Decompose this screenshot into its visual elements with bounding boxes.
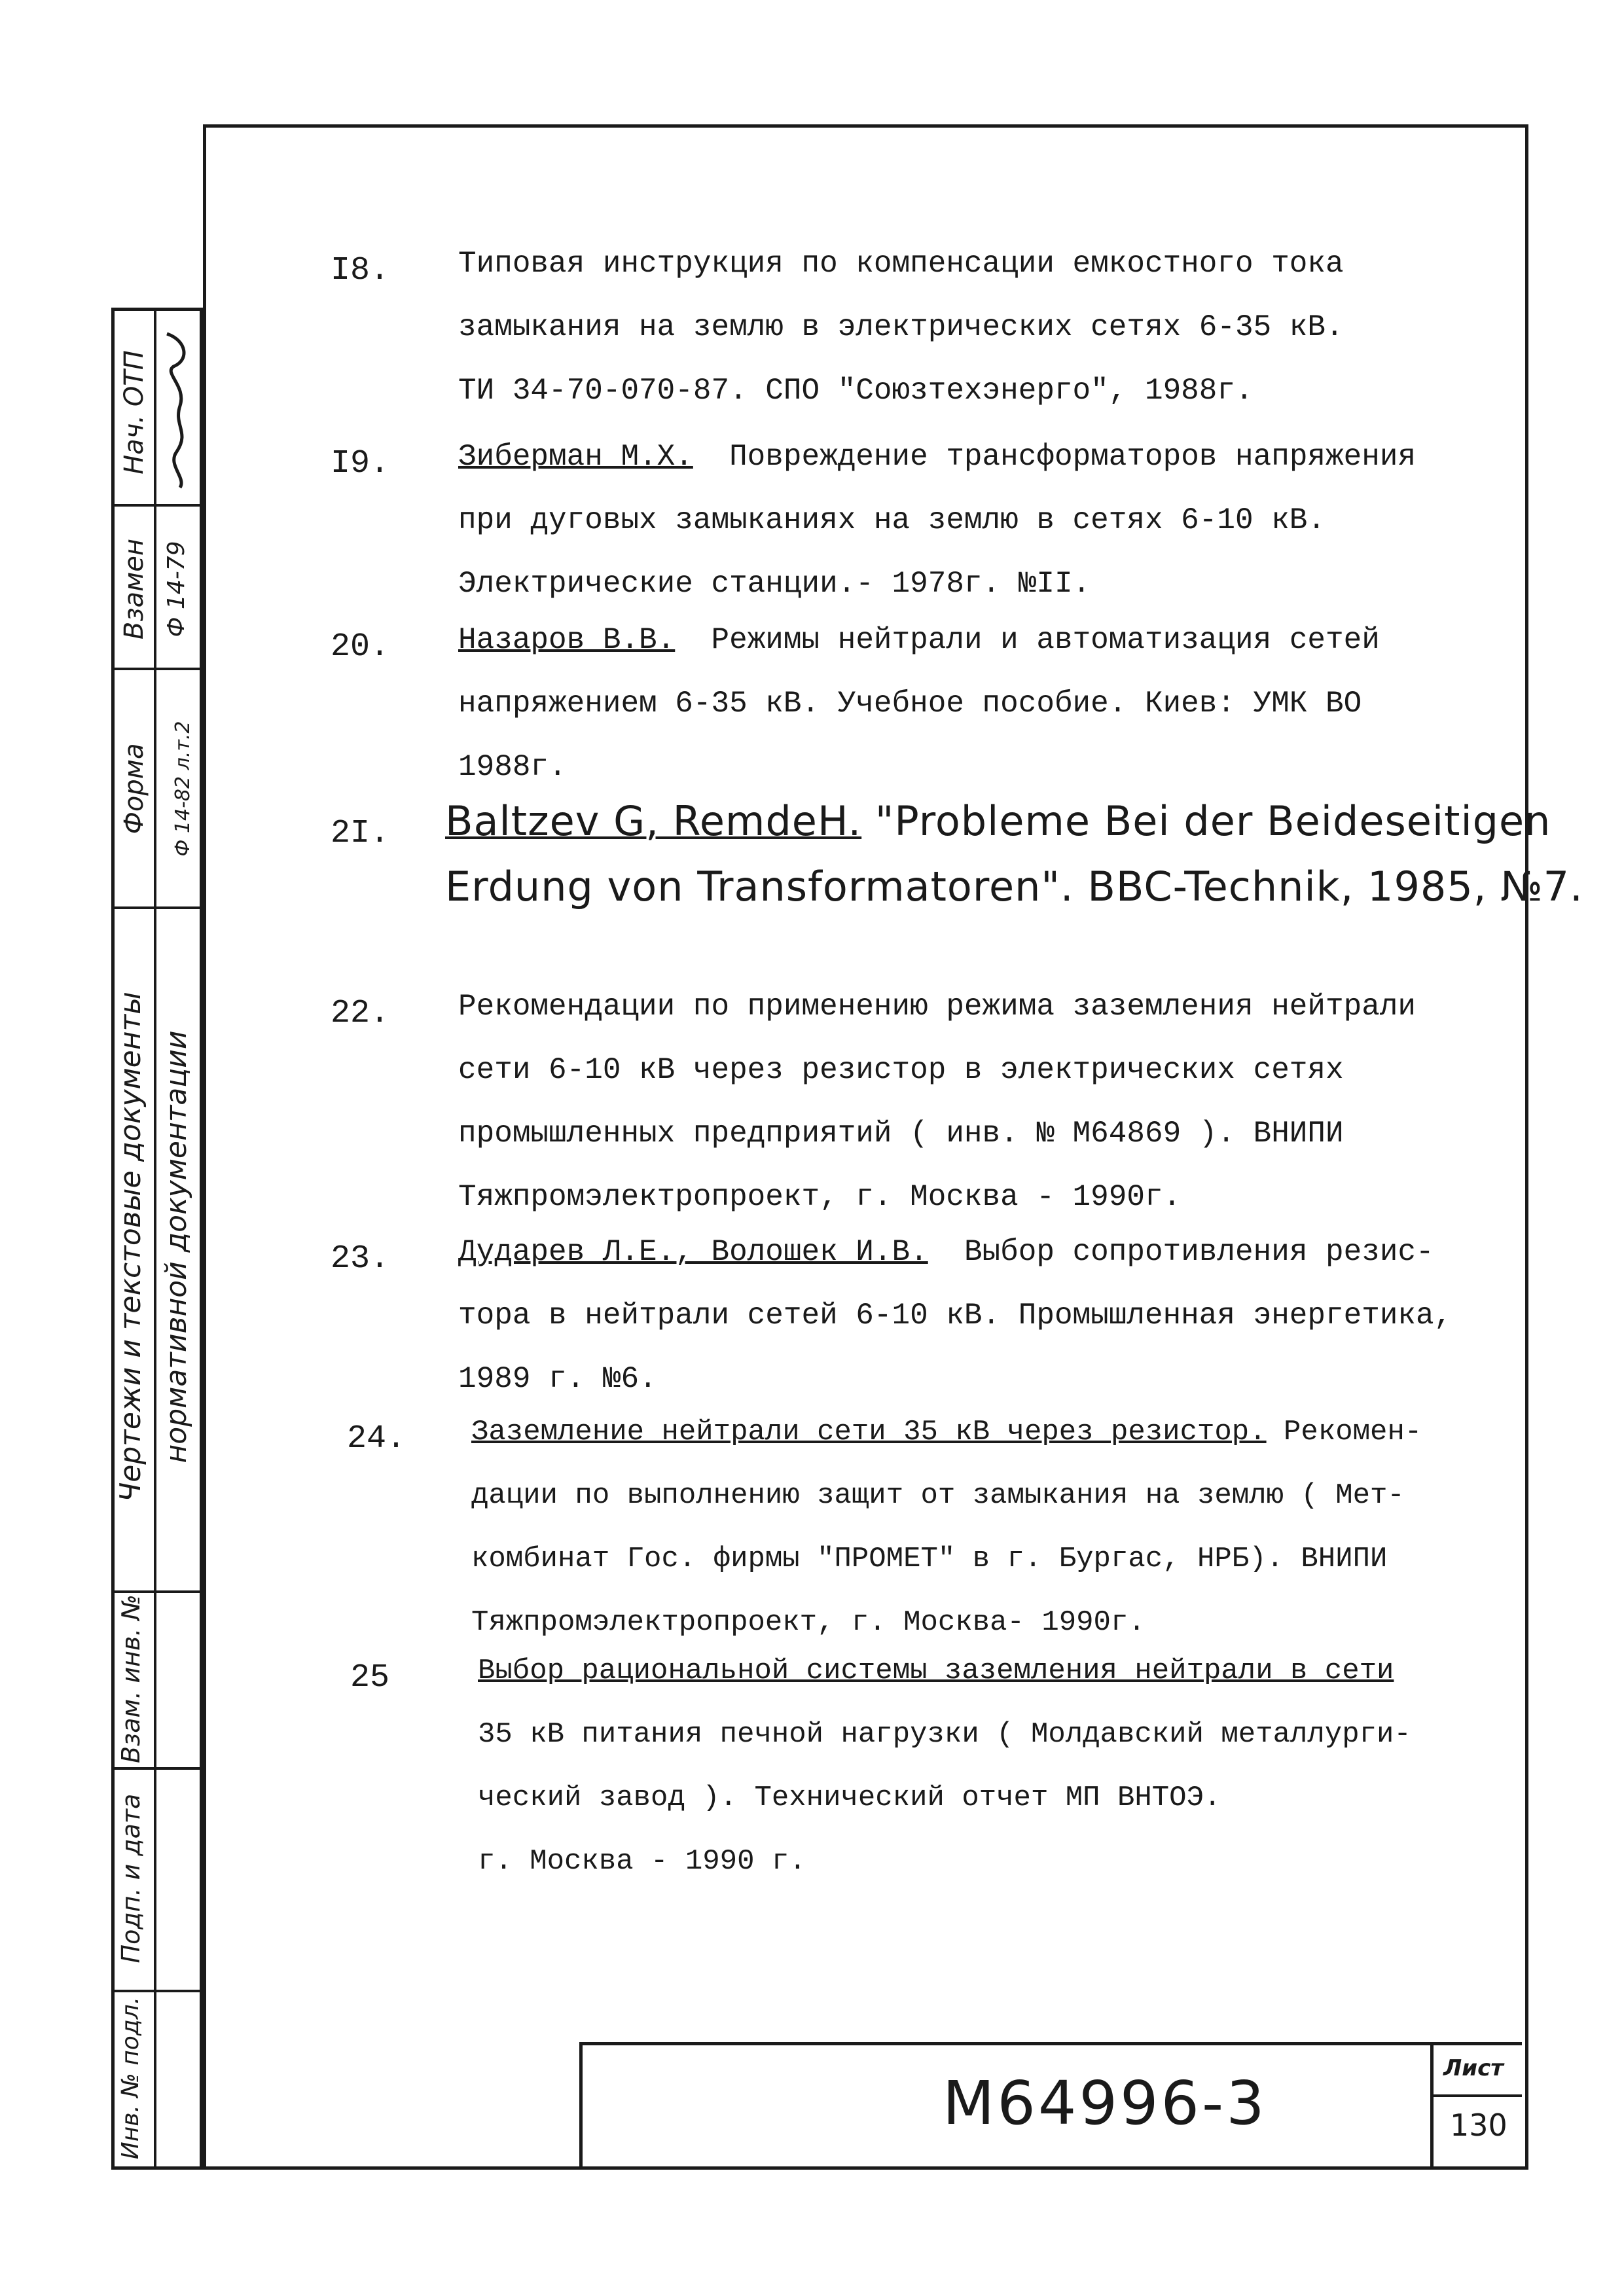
- margin-divider-5: [111, 1767, 200, 1770]
- stamp-inv-podl: Инв. № подл.: [117, 1996, 144, 2160]
- ref-line: 1988г.: [458, 750, 567, 784]
- ref-line: ТИ 34-70-070-87. СПО "Союзтехэнерго", 1988г.: [458, 374, 1254, 408]
- ref-author: Дударев Л.Е., Волошек И.В.: [458, 1235, 928, 1269]
- ref-25-num: 25: [350, 1659, 390, 1696]
- ref-line: Выбор сопротивления резис-: [964, 1235, 1434, 1269]
- document-code: М64996-3: [943, 2068, 1267, 2138]
- margin-divider-2: [111, 668, 200, 670]
- margin-divider-4: [111, 1590, 200, 1593]
- ref-24-text: [471, 1401, 1422, 1655]
- ref-line: г. Москва - 1990 г.: [478, 1845, 806, 1878]
- ref-line: тора в нейтрали сетей 6-10 кВ. Промышленная энергетика,: [458, 1299, 1453, 1333]
- ref-line: Электрические станции.- 1978г. №II.: [458, 567, 1091, 601]
- ref-21-num: 2I.: [331, 815, 390, 852]
- sheet-number: 130: [1450, 2108, 1507, 2143]
- ref-author: Назаров В.В.: [458, 623, 676, 657]
- ref-line: "Probleme Bei der Beideseitigen: [875, 797, 1551, 845]
- stamp-forma: Форма: [119, 743, 149, 834]
- ref-19-text: [458, 425, 1416, 616]
- ref-line: Рекомен-: [1284, 1416, 1422, 1448]
- ref-18-num: I8.: [331, 252, 390, 289]
- ref-18-text: [458, 232, 1344, 423]
- ref-line: Тяжпромэлектропроект, г. Москва - 1990г.: [458, 1180, 1182, 1214]
- ref-24-num: 24.: [347, 1420, 406, 1458]
- ref-author: Baltzev G, RemdeH.: [445, 797, 862, 845]
- ref-line: 35 кВ питания печной нагрузки ( Молдавский металлурги-: [478, 1718, 1411, 1751]
- ref-author: Заземление нейтрали сети 35 кВ через резистор.: [471, 1416, 1267, 1448]
- ref-25-text: [478, 1640, 1411, 1893]
- ref-20-num: 20.: [331, 628, 390, 666]
- ref-line: комбинат Гос. фирмы "ПРОМЕТ" в г. Бургас, НРБ). ВНИПИ: [471, 1543, 1388, 1575]
- ref-line: замыкания на землю в электрических сетях 6-35 кВ.: [458, 310, 1344, 344]
- sheet-label: Лист: [1443, 2055, 1504, 2081]
- ref-author: Выбор рациональной системы заземления нейтрали в сети: [478, 1655, 1394, 1687]
- stamp-docs-title-1: Чертежи и текстовые документы: [114, 992, 147, 1502]
- title-block-sheet-hline: [1430, 2094, 1522, 2097]
- ref-23-text: [458, 1221, 1452, 1411]
- margin-divider-3: [111, 906, 200, 909]
- title-block-left: [579, 2042, 583, 2166]
- ref-line: 1989 г. №6.: [458, 1362, 657, 1396]
- stamp-vzam-inv: Взам. инв. №: [117, 1594, 145, 1764]
- stamp-f14-79: Ф 14-79: [163, 541, 190, 637]
- ref-line: дации по выполнению защит от замыкания на землю ( Мет-: [471, 1479, 1405, 1512]
- ref-line: ческий завод ). Технический отчет МП ВНТОЭ.: [478, 1782, 1221, 1814]
- ref-21-text: [445, 789, 1583, 920]
- stamp-f14-82: Ф 14-82 л.т.2: [171, 721, 194, 857]
- ref-line: Повреждение трансформаторов напряжения: [729, 440, 1416, 474]
- ref-author: Зиберман М.Х.: [458, 440, 693, 474]
- stamp-docs-title-2: нормативной документации: [160, 1030, 193, 1463]
- ref-line: Тяжпромэлектропроект, г. Москва- 1990г.: [471, 1606, 1146, 1639]
- ref-23-num: 23.: [331, 1240, 390, 1278]
- ref-line: Режимы нейтрали и автоматизация сетей: [711, 623, 1380, 657]
- ref-line: напряжением 6-35 кВ. Учебное пособие. Киев: УМК ВО: [458, 687, 1362, 721]
- ref-22-num: 22.: [331, 995, 390, 1032]
- title-block-top: [579, 2042, 1522, 2045]
- title-block-sheet-divider: [1430, 2042, 1434, 2166]
- ref-line: Erdung von Transformatoren". BBC-Technik, 1985, №7.: [445, 863, 1583, 910]
- ref-line: Типовая инструкция по компенсации емкостного тока: [458, 247, 1344, 281]
- ref-19-num: I9.: [331, 445, 390, 482]
- ref-line: сети 6-10 кВ через резистор в электрических сетях: [458, 1053, 1344, 1087]
- margin-divider-vertical: [154, 308, 156, 2166]
- stamp-podp-data: Подп. и дата: [117, 1793, 145, 1964]
- stamp-nach-otp: Нач. ОТП: [119, 350, 149, 475]
- stamp-vzamen: Взамен: [119, 538, 149, 640]
- ref-line: Рекомендации по применению режима заземления нейтрали: [458, 990, 1416, 1024]
- ref-22-text: [458, 975, 1416, 1229]
- margin-divider-1: [111, 504, 200, 507]
- ref-line: промышленных предприятий ( инв. № М64869 ). ВНИПИ: [458, 1117, 1344, 1151]
- signature-icon: [160, 321, 196, 491]
- ref-line: при дуговых замыканиях на землю в сетях 6-10 кВ.: [458, 503, 1326, 537]
- ref-20-text: [458, 609, 1380, 799]
